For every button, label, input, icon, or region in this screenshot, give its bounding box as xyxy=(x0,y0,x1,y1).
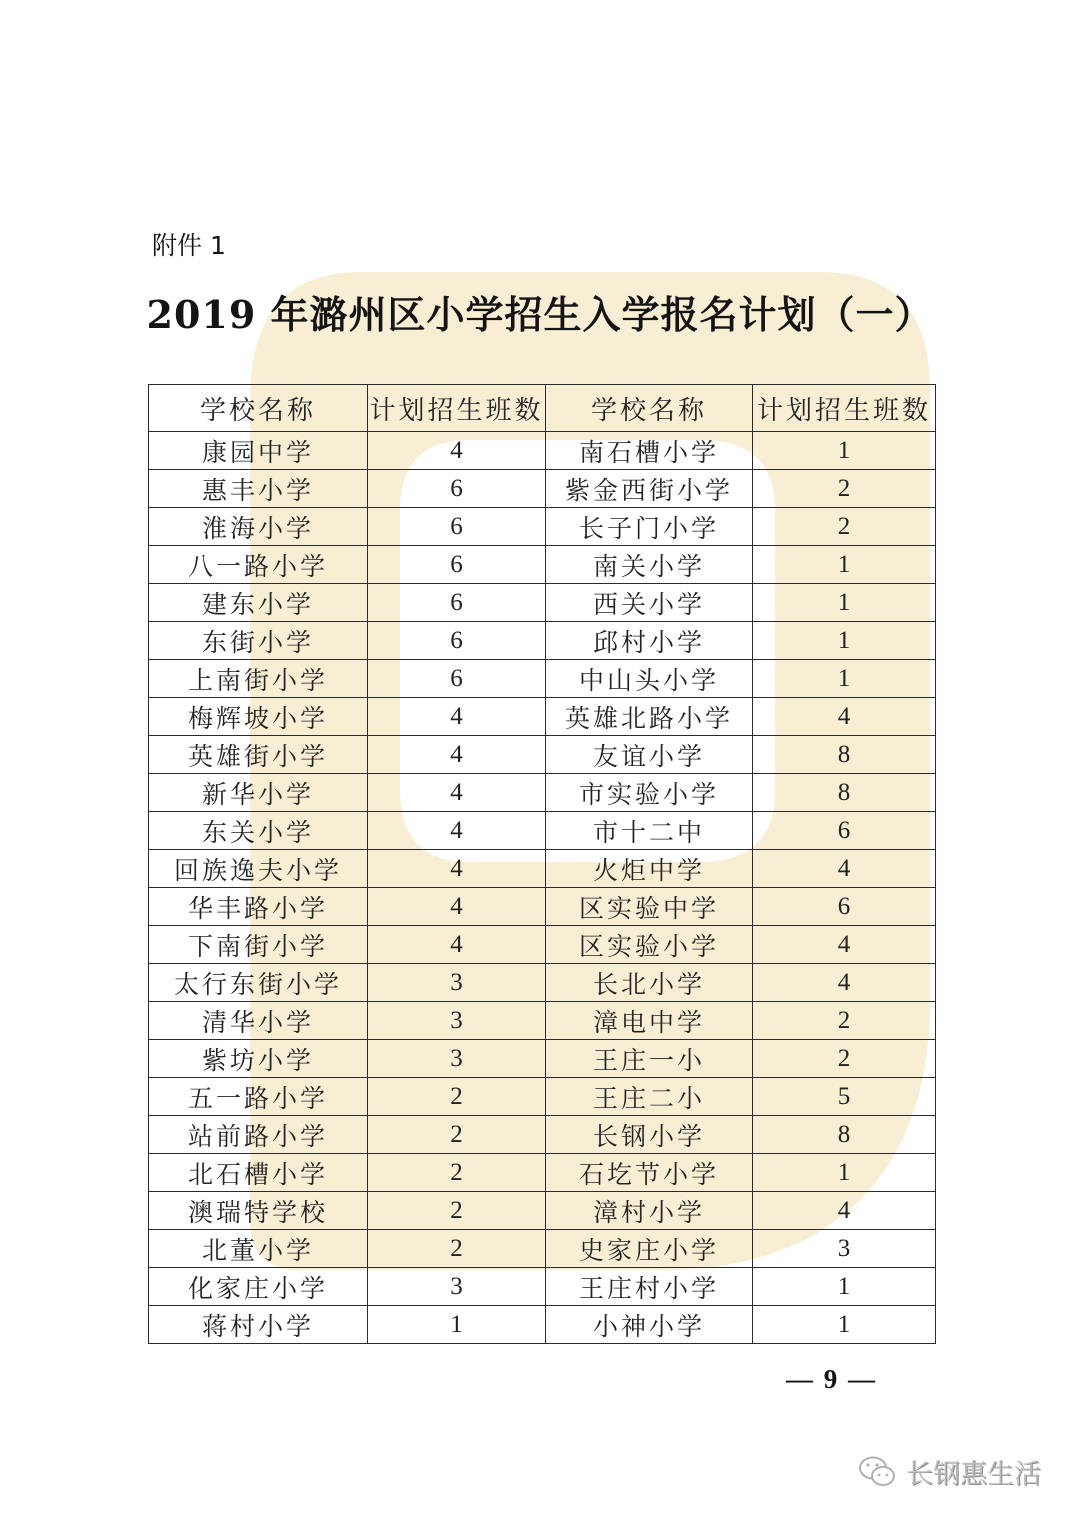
planned-classes-cell: 8 xyxy=(753,1116,936,1154)
table-row xyxy=(149,850,936,888)
planned-classes-cell: 8 xyxy=(753,736,936,774)
planned-classes-cell: 6 xyxy=(368,584,546,622)
school-name-cell: 长子门小学 xyxy=(546,508,753,546)
planned-classes-cell: 2 xyxy=(753,470,936,508)
school-name-cell: 化家庄小学 xyxy=(149,1268,368,1306)
planned-classes-cell: 2 xyxy=(753,1040,936,1078)
table-row xyxy=(149,1268,936,1306)
planned-classes-cell: 4 xyxy=(368,812,546,850)
school-name-cell: 王庄村小学 xyxy=(546,1268,753,1306)
planned-classes-cell: 4 xyxy=(753,964,936,1002)
school-name-cell: 澳瑞特学校 xyxy=(149,1192,368,1230)
planned-classes-cell: 6 xyxy=(368,660,546,698)
school-name-cell: 南石槽小学 xyxy=(546,432,753,470)
planned-classes-cell: 1 xyxy=(368,1306,546,1344)
school-name-cell: 八一路小学 xyxy=(149,546,368,584)
school-name-cell: 五一路小学 xyxy=(149,1078,368,1116)
page-title: 2019 年潞州区小学招生入学报名计划（一） xyxy=(146,292,934,337)
school-name-cell: 漳电中学 xyxy=(546,1002,753,1040)
table-row xyxy=(149,926,936,964)
table-row xyxy=(149,1192,936,1230)
planned-classes-cell: 4 xyxy=(368,736,546,774)
planned-classes-cell: 4 xyxy=(368,888,546,926)
school-name-cell: 上南街小学 xyxy=(149,660,368,698)
school-name-cell: 回族逸夫小学 xyxy=(149,850,368,888)
planned-classes-cell: 1 xyxy=(753,622,936,660)
school-name-cell: 太行东街小学 xyxy=(149,964,368,1002)
planned-classes-cell: 4 xyxy=(368,850,546,888)
planned-classes-cell: 3 xyxy=(368,1268,546,1306)
table-row xyxy=(149,698,936,736)
planned-classes-cell: 6 xyxy=(753,888,936,926)
planned-classes-cell: 1 xyxy=(753,432,936,470)
header-planned-classes-right: 计划招生班数 xyxy=(753,385,936,432)
planned-classes-cell: 4 xyxy=(753,698,936,736)
school-name-cell: 站前路小学 xyxy=(149,1116,368,1154)
school-name-cell: 建东小学 xyxy=(149,584,368,622)
table-row xyxy=(149,736,936,774)
planned-classes-cell: 4 xyxy=(753,1192,936,1230)
table-row xyxy=(149,1154,936,1192)
school-name-cell: 邱村小学 xyxy=(546,622,753,660)
table-row xyxy=(149,888,936,926)
attachment-label: 附件 1 xyxy=(152,231,226,260)
planned-classes-cell: 4 xyxy=(368,926,546,964)
school-name-cell: 紫金西街小学 xyxy=(546,470,753,508)
planned-classes-cell: 3 xyxy=(368,964,546,1002)
table-row xyxy=(149,774,936,812)
table-row xyxy=(149,812,936,850)
table-row xyxy=(149,1078,936,1116)
school-name-cell: 北石槽小学 xyxy=(149,1154,368,1192)
table-row xyxy=(149,1116,936,1154)
school-name-cell: 梅辉坡小学 xyxy=(149,698,368,736)
header-planned-classes-left: 计划招生班数 xyxy=(368,385,546,432)
table-row xyxy=(149,964,936,1002)
header-school-name-right: 学校名称 xyxy=(546,385,753,432)
school-name-cell: 市实验小学 xyxy=(546,774,753,812)
school-name-cell: 新华小学 xyxy=(149,774,368,812)
school-name-cell: 下南街小学 xyxy=(149,926,368,964)
planned-classes-cell: 4 xyxy=(368,432,546,470)
table-row xyxy=(149,546,936,584)
planned-classes-cell: 2 xyxy=(368,1154,546,1192)
planned-classes-cell: 6 xyxy=(368,470,546,508)
school-name-cell: 东街小学 xyxy=(149,622,368,660)
planned-classes-cell: 1 xyxy=(753,584,936,622)
wechat-icon xyxy=(858,1455,898,1489)
school-name-cell: 史家庄小学 xyxy=(546,1230,753,1268)
table-row xyxy=(149,470,936,508)
planned-classes-cell: 6 xyxy=(368,622,546,660)
school-name-cell: 英雄北路小学 xyxy=(546,698,753,736)
table-row xyxy=(149,1306,936,1344)
school-name-cell: 中山头小学 xyxy=(546,660,753,698)
table-row xyxy=(149,1230,936,1268)
planned-classes-cell: 4 xyxy=(368,698,546,736)
school-name-cell: 惠丰小学 xyxy=(149,470,368,508)
enrollment-plan-table xyxy=(148,384,936,1344)
planned-classes-cell: 1 xyxy=(753,1306,936,1344)
page-number: — 9 — xyxy=(786,1364,877,1394)
school-name-cell: 区实验中学 xyxy=(546,888,753,926)
planned-classes-cell: 2 xyxy=(368,1116,546,1154)
school-name-cell: 蒋村小学 xyxy=(149,1306,368,1344)
school-name-cell: 市十二中 xyxy=(546,812,753,850)
planned-classes-cell: 5 xyxy=(753,1078,936,1116)
table-row xyxy=(149,432,936,470)
school-name-cell: 王庄一小 xyxy=(546,1040,753,1078)
school-name-cell: 北董小学 xyxy=(149,1230,368,1268)
school-name-cell: 康园中学 xyxy=(149,432,368,470)
planned-classes-cell: 6 xyxy=(368,546,546,584)
table-row xyxy=(149,622,936,660)
planned-classes-cell: 4 xyxy=(368,774,546,812)
school-name-cell: 南关小学 xyxy=(546,546,753,584)
planned-classes-cell: 1 xyxy=(753,546,936,584)
school-name-cell: 西关小学 xyxy=(546,584,753,622)
table-row xyxy=(149,660,936,698)
school-name-cell: 紫坊小学 xyxy=(149,1040,368,1078)
planned-classes-cell: 1 xyxy=(753,1268,936,1306)
school-name-cell: 小神小学 xyxy=(546,1306,753,1344)
school-name-cell: 火炬中学 xyxy=(546,850,753,888)
table-row xyxy=(149,1040,936,1078)
school-name-cell: 淮海小学 xyxy=(149,508,368,546)
planned-classes-cell: 2 xyxy=(753,508,936,546)
planned-classes-cell: 6 xyxy=(368,508,546,546)
table-header-row xyxy=(149,385,936,432)
planned-classes-cell: 2 xyxy=(368,1192,546,1230)
school-name-cell: 石圪节小学 xyxy=(546,1154,753,1192)
school-name-cell: 东关小学 xyxy=(149,812,368,850)
planned-classes-cell: 2 xyxy=(753,1002,936,1040)
brand-watermark xyxy=(858,1452,1041,1491)
school-name-cell: 区实验小学 xyxy=(546,926,753,964)
header-school-name-left: 学校名称 xyxy=(149,385,368,432)
planned-classes-cell: 2 xyxy=(368,1078,546,1116)
planned-classes-cell: 1 xyxy=(753,660,936,698)
planned-classes-cell: 4 xyxy=(753,926,936,964)
school-name-cell: 长钢小学 xyxy=(546,1116,753,1154)
school-name-cell: 清华小学 xyxy=(149,1002,368,1040)
school-name-cell: 王庄二小 xyxy=(546,1078,753,1116)
school-name-cell: 长北小学 xyxy=(546,964,753,1002)
table-row xyxy=(149,1002,936,1040)
planned-classes-cell: 4 xyxy=(753,850,936,888)
planned-classes-cell: 3 xyxy=(368,1002,546,1040)
school-name-cell: 漳村小学 xyxy=(546,1192,753,1230)
planned-classes-cell: 1 xyxy=(753,1154,936,1192)
table-row xyxy=(149,508,936,546)
school-name-cell: 友谊小学 xyxy=(546,736,753,774)
school-name-cell: 英雄街小学 xyxy=(149,736,368,774)
table-row xyxy=(149,584,936,622)
planned-classes-cell: 3 xyxy=(368,1040,546,1078)
planned-classes-cell: 6 xyxy=(753,812,936,850)
brand-name: 长钢惠生活 xyxy=(906,1459,1041,1490)
planned-classes-cell: 3 xyxy=(753,1230,936,1268)
school-name-cell: 华丰路小学 xyxy=(149,888,368,926)
planned-classes-cell: 8 xyxy=(753,774,936,812)
planned-classes-cell: 2 xyxy=(368,1230,546,1268)
